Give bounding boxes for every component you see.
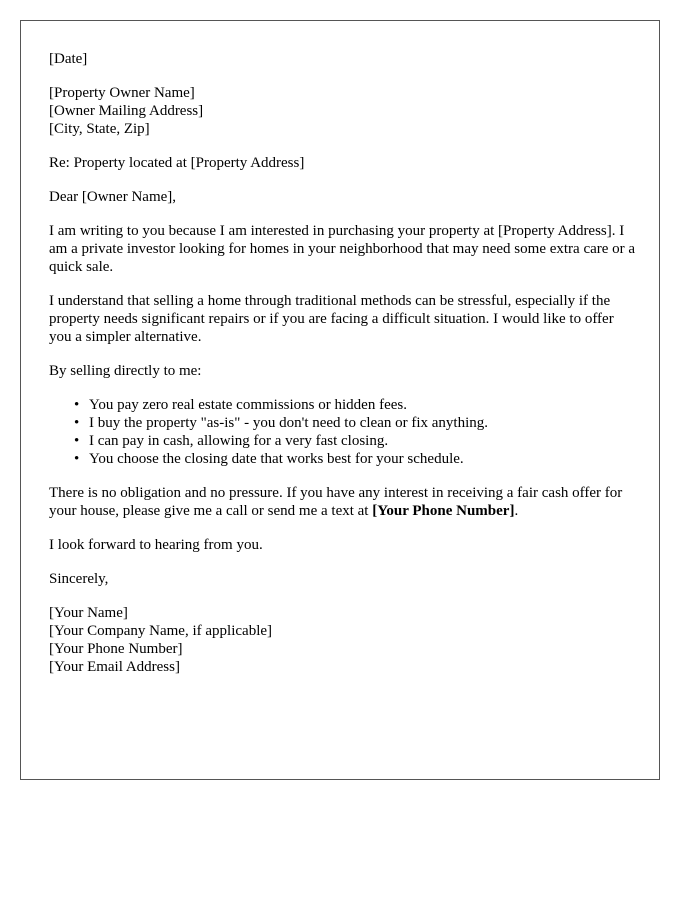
paragraph-1-text: I am writing to you because I am interested in purchasing your property at [Property Address]. I am a private investor looking for homes in your neighborhood that may need some extra care or a quick sale.: [49, 223, 636, 275]
sign-off-block: [49, 570, 639, 588]
list-intro-block: [49, 362, 639, 380]
paragraph-3-end: .: [514, 503, 519, 519]
sender-name: [Your Name]: [49, 605, 128, 621]
bullet-icon: •: [74, 415, 80, 431]
sender-signature-block: [49, 604, 639, 676]
letter-content: [49, 50, 639, 692]
closing-line-block: [49, 536, 639, 554]
recipient-address-block: [49, 84, 639, 138]
date-block: [49, 50, 639, 68]
paragraph-intro: [49, 222, 639, 276]
benefit-text: You choose the closing date that works best for your schedule.: [89, 451, 464, 467]
sender-phone: [Your Phone Number]: [49, 641, 183, 657]
paragraph-3-text: There is no obligation and no pressure. If you have any interest in receiving a fair cash offer for your house, please give me a call or send me a text at: [49, 485, 623, 519]
letter-page: [20, 20, 660, 780]
bullet-icon: •: [74, 433, 80, 449]
benefit-text: I buy the property "as-is" - you don't need to clean or fix anything.: [89, 415, 489, 431]
closing-line: I look forward to hearing from you.: [49, 537, 263, 553]
sender-company: [Your Company Name, if applicable]: [49, 623, 273, 639]
benefit-text: You pay zero real estate commissions or hidden fees.: [89, 397, 407, 413]
list-item: [74, 432, 639, 450]
sender-email: [Your Email Address]: [49, 659, 180, 675]
recipient-name: [Property Owner Name]: [49, 85, 195, 101]
subject-block: [49, 154, 639, 172]
paragraph-offer: [49, 484, 639, 520]
letter-date: [Date]: [49, 51, 88, 67]
list-item: [74, 450, 639, 468]
recipient-city-state-zip: [City, State, Zip]: [49, 121, 150, 137]
sign-off: Sincerely,: [49, 571, 109, 587]
phone-number-placeholder: [Your Phone Number]: [372, 503, 515, 519]
benefit-text: I can pay in cash, allowing for a very fast closing.: [89, 433, 389, 449]
bullet-icon: •: [74, 397, 80, 413]
paragraph-3: [49, 484, 639, 520]
letter-subject: Re: Property located at [Property Address]: [49, 155, 305, 171]
list-item: [74, 396, 639, 414]
list-item: [74, 414, 639, 432]
letter-salutation: Dear [Owner Name],: [49, 189, 177, 205]
paragraph-2-text: I understand that selling a home through traditional methods can be stressful, especially if the property needs significant repairs or if you are facing a difficult situation. I would like to offer you a simpler alternative.: [49, 293, 614, 345]
benefits-list: [49, 396, 639, 468]
recipient-address: [Owner Mailing Address]: [49, 103, 204, 119]
bullet-icon: •: [74, 451, 80, 467]
list-intro-text: By selling directly to me:: [49, 363, 202, 379]
paragraph-understanding: [49, 292, 639, 346]
salutation-block: [49, 188, 639, 206]
